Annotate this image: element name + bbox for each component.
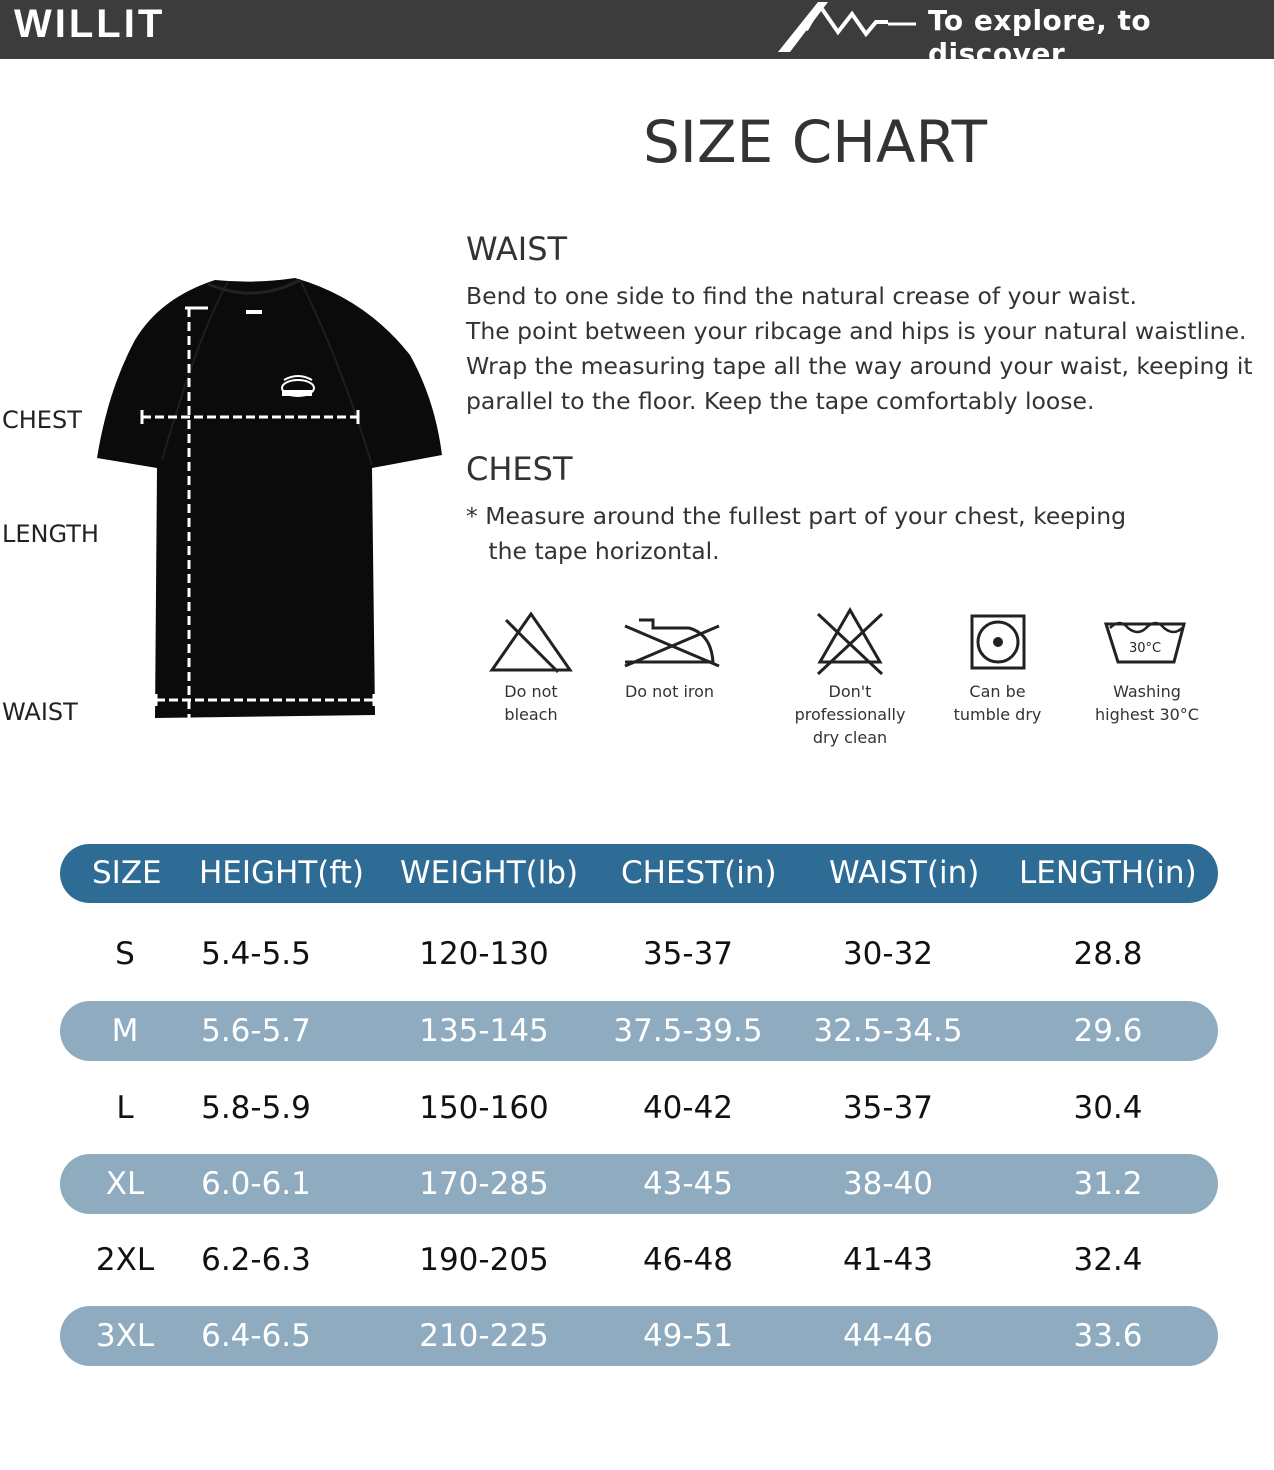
- table-cell: 40-42: [642, 1090, 734, 1126]
- table-cell: 46-48: [642, 1242, 734, 1278]
- table-cell: 190-205: [419, 1242, 549, 1278]
- table-cell: 44-46: [842, 1318, 934, 1354]
- table-cell: 33.6: [1073, 1318, 1143, 1354]
- table-cell: S: [115, 936, 135, 972]
- care-label: tumble dry: [953, 705, 1042, 724]
- care-label: highest 30°C: [1095, 705, 1199, 724]
- table-cell: 30.4: [1073, 1090, 1143, 1126]
- table-cell: 150-160: [419, 1090, 549, 1126]
- table-cell: M: [111, 1013, 139, 1049]
- label-chest: CHEST: [2, 406, 82, 434]
- care-label: Washing: [1113, 682, 1181, 701]
- table-cell: L: [116, 1090, 134, 1126]
- col-weight: WEIGHT(lb): [400, 855, 579, 891]
- brand-logo: WILLIT: [14, 2, 166, 46]
- top-banner: [0, 0, 1274, 70]
- care-no-iron: [612, 600, 727, 703]
- table-cell: 210-225: [419, 1318, 549, 1354]
- table-cell: 28.8: [1073, 936, 1143, 972]
- shirt-diagram: [0, 260, 460, 740]
- table-row: [60, 1001, 1218, 1061]
- chest-line-2: the tape horizontal.: [466, 537, 720, 565]
- care-tumble-dry: [945, 600, 1050, 726]
- waist-line-1: Bend to one side to find the natural crease of your waist.: [466, 282, 1137, 310]
- no-bleach-icon: [486, 600, 576, 680]
- table-cell: 32.4: [1073, 1242, 1143, 1278]
- col-size: SIZE: [92, 855, 162, 891]
- no-iron-icon: [615, 600, 725, 680]
- tumble-dry-icon: [958, 600, 1038, 680]
- table-cell: 35-37: [842, 1090, 934, 1126]
- care-no-bleach: [504, 600, 578, 740]
- care-label: Do not bleach: [504, 682, 558, 724]
- table-cell: 38-40: [842, 1166, 934, 1202]
- table-cell: 5.6-5.7: [201, 1013, 311, 1049]
- table-cell: 2XL: [95, 1242, 155, 1278]
- waist-line-2: The point between your ribcage and hips is your natural waistline.: [466, 317, 1247, 345]
- col-waist: WAIST(in): [829, 855, 980, 891]
- table-cell: 5.8-5.9: [201, 1090, 311, 1126]
- care-no-dry-clean: [775, 600, 925, 749]
- chest-line-1: * Measure around the fullest part of your chest, keeping: [466, 502, 1127, 530]
- table-cell: 5.4-5.5: [201, 936, 311, 972]
- care-label: Can be: [969, 682, 1026, 701]
- waist-heading: WAIST: [466, 230, 568, 268]
- label-length: LENGTH: [2, 520, 99, 548]
- table-cell: 29.6: [1073, 1013, 1143, 1049]
- col-height: HEIGHT(ft): [199, 855, 365, 891]
- waist-line-4: parallel to the floor. Keep the tape comfortably loose.: [466, 387, 1095, 415]
- table-cell: 30-32: [842, 936, 934, 972]
- table-cell: 135-145: [419, 1013, 549, 1049]
- svg-text:30°C: 30°C: [1128, 641, 1162, 656]
- table-cell: 41-43: [842, 1242, 934, 1278]
- chest-heading: CHEST: [466, 450, 573, 488]
- no-dry-clean-icon: [810, 600, 890, 680]
- tagline: To explore, to discover: [928, 4, 1152, 70]
- table-row: [60, 1154, 1218, 1214]
- table-cell: 170-285: [419, 1166, 549, 1202]
- table-row: [60, 1306, 1218, 1366]
- care-label: Do not iron: [624, 682, 715, 701]
- page-title: SIZE CHART: [642, 108, 988, 176]
- table-cell: 6.0-6.1: [201, 1166, 311, 1202]
- tshirt-image: [0, 260, 460, 740]
- wash-30-icon: [1102, 600, 1192, 680]
- table-cell: 35-37: [642, 936, 734, 972]
- col-chest: CHEST(in): [621, 855, 777, 891]
- waist-line-3: Wrap the measuring tape all the way around your waist, keeping it: [466, 352, 1253, 380]
- care-label: dry clean: [812, 728, 888, 747]
- table-cell: 31.2: [1073, 1166, 1143, 1202]
- table-cell: 43-45: [642, 1166, 734, 1202]
- table-row: [60, 1078, 1218, 1138]
- waist-instructions: [466, 226, 1258, 426]
- table-cell: 6.2-6.3: [201, 1242, 311, 1278]
- care-wash-30: [1092, 600, 1202, 726]
- table-cell: 32.5-34.5: [813, 1013, 963, 1049]
- table-cell: 120-130: [419, 936, 549, 972]
- table-cell: 37.5-39.5: [613, 1013, 763, 1049]
- table-cell: 3XL: [95, 1318, 155, 1354]
- size-table-header: [60, 844, 1218, 903]
- table-row: [60, 924, 1218, 984]
- table-cell: 49-51: [642, 1318, 734, 1354]
- table-cell: XL: [105, 1166, 145, 1202]
- mountain-logo-icon: [776, 0, 926, 56]
- care-label: Don't professionally: [794, 682, 906, 724]
- table-row: [60, 1230, 1218, 1290]
- col-length: LENGTH(in): [1019, 855, 1197, 891]
- table-cell: 6.4-6.5: [201, 1318, 311, 1354]
- label-waist: WAIST: [2, 698, 78, 726]
